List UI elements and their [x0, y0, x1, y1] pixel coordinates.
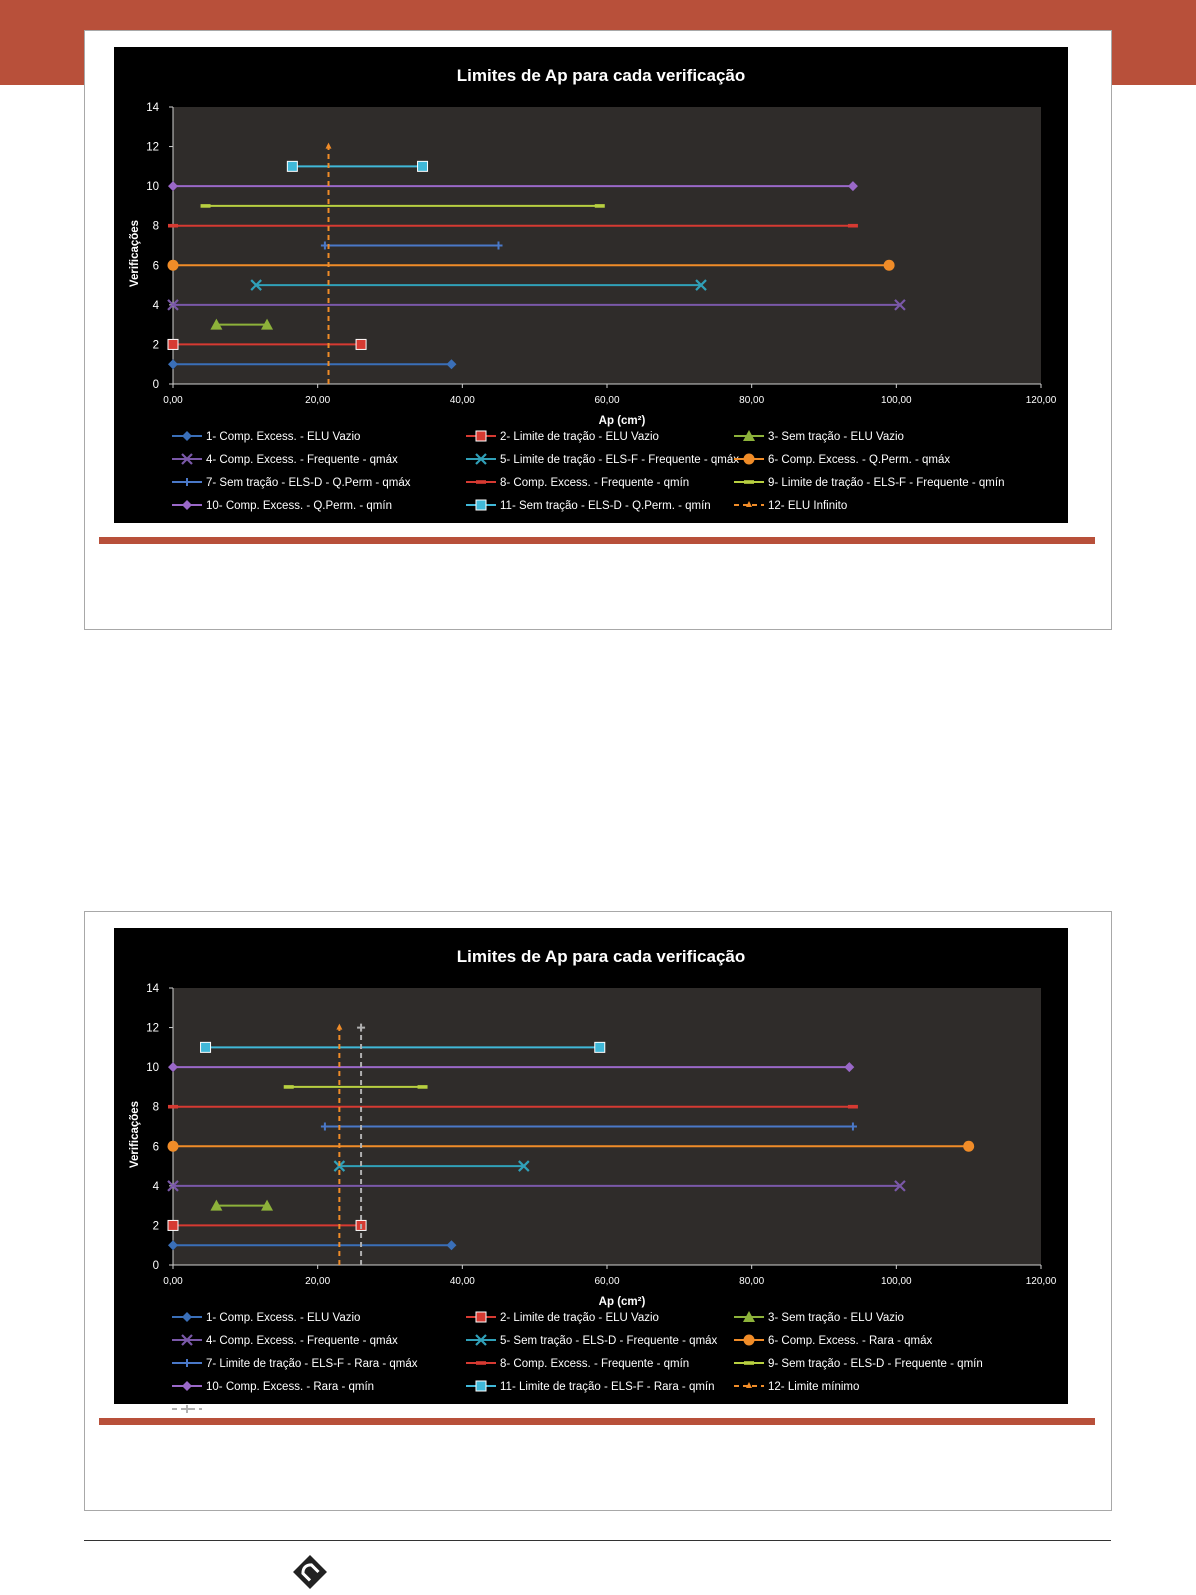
series-point	[284, 1085, 294, 1089]
x-tick-label: 80,00	[739, 395, 765, 406]
legend-swatch-marker	[476, 431, 486, 441]
legend-item	[172, 1335, 398, 1347]
legend-label: 10- Comp. Excess. - Rara - qmín	[206, 1381, 375, 1393]
legend-label: 12- Limite mínimo	[768, 1381, 860, 1393]
legend-item	[466, 477, 689, 489]
series-point	[287, 161, 297, 171]
x-tick-label: 20,00	[305, 1276, 331, 1287]
legend-item	[466, 500, 711, 512]
x-axis-label: Ap (cm²)	[598, 415, 646, 427]
y-tick-label: 6	[152, 1141, 159, 1154]
x-axis-label: Ap (cm²)	[598, 1296, 646, 1308]
series-point	[418, 161, 428, 171]
legend-swatch-marker	[744, 480, 754, 484]
y-tick-label: 6	[152, 260, 159, 273]
series-point	[963, 1141, 974, 1152]
plot-area	[173, 107, 1041, 384]
chart-title: Limites de Ap para cada verificação	[456, 947, 746, 966]
legend-swatch-marker	[476, 480, 486, 484]
legend-label: 5- Limite de tração - ELS-F - Frequente - qmáx	[500, 454, 740, 466]
x-tick-label: 120,00	[1025, 395, 1057, 406]
legend-swatch-marker	[744, 1335, 755, 1346]
series-point	[418, 1085, 428, 1089]
legend-label: 3- Sem tração - ELU Vazio	[768, 1312, 904, 1324]
legend-label: 6- Comp. Excess. - Q.Perm. - qmáx	[768, 454, 951, 466]
y-tick-label: 0	[152, 379, 159, 391]
series-point	[848, 224, 858, 228]
legend-label: 4- Comp. Excess. - Frequente - qmáx	[206, 454, 398, 466]
legend-swatch-marker	[744, 1361, 754, 1365]
legend-label: 3- Sem tração - ELU Vazio	[768, 431, 904, 443]
figure-2	[84, 911, 1112, 1511]
legend-item	[466, 454, 739, 466]
legend-label: 13- Limite máximo	[206, 1404, 300, 1416]
x-tick-label: 40,00	[449, 1276, 475, 1287]
x-tick-label: 60,00	[594, 1276, 620, 1287]
x-tick-label: 20,00	[305, 395, 331, 406]
x-tick-label: 100,00	[881, 395, 912, 406]
y-tick-label: 14	[146, 102, 159, 114]
legend-label: 7- Limite de tração - ELS-F - Rara - qmáx	[206, 1358, 418, 1370]
legend-label: 11- Limite de tração - ELS-F - Rara - qmín	[500, 1381, 715, 1393]
legend-label: 10- Comp. Excess. - Q.Perm. - qmín	[206, 500, 392, 512]
legend-label: 7- Sem tração - ELS-D - Q.Perm - qmáx	[206, 477, 411, 489]
y-tick-label: 10	[146, 181, 159, 194]
legend-label: 4- Comp. Excess. - Frequente - qmáx	[206, 1335, 398, 1347]
series-point	[884, 260, 895, 271]
legend-item	[466, 1358, 689, 1370]
legend-item	[734, 477, 1004, 489]
y-tick-label: 12	[146, 1022, 159, 1035]
legend-item	[172, 454, 398, 466]
legend-swatch-marker	[476, 1312, 486, 1322]
y-tick-label: 4	[152, 299, 159, 312]
y-tick-label: 8	[152, 220, 159, 233]
x-tick-label: 100,00	[881, 1276, 912, 1287]
legend-swatch-marker	[476, 500, 486, 510]
caption-rule-1	[99, 537, 1095, 544]
y-tick-label: 2	[152, 339, 159, 352]
publisher-logo-icon	[292, 1554, 328, 1590]
series-point	[595, 1042, 605, 1052]
legend-item	[466, 1381, 715, 1393]
legend-label: 9- Limite de tração - ELS-F - Frequente - qmín	[768, 477, 1005, 489]
legend-label: 2- Limite de tração - ELU Vazio	[500, 431, 659, 443]
caption-rule-2	[99, 1418, 1095, 1425]
series-point	[168, 339, 178, 349]
y-tick-label: 14	[146, 983, 159, 995]
legend-label: 5- Sem tração - ELS-D - Frequente - qmáx	[500, 1335, 718, 1347]
series-point	[595, 204, 605, 208]
legend-label: 12- ELU Infinito	[768, 500, 848, 512]
legend-swatch-marker	[476, 1381, 486, 1391]
chart-2	[114, 928, 1068, 1416]
legend-label: 2- Limite de tração - ELU Vazio	[500, 1312, 659, 1324]
x-tick-label: 120,00	[1025, 1276, 1057, 1287]
chart-1	[114, 47, 1068, 523]
legend-item	[172, 1404, 300, 1416]
series-point	[168, 1105, 178, 1109]
footer-rule	[84, 1540, 1111, 1541]
legend-label: 1- Comp. Excess. - ELU Vazio	[206, 431, 361, 443]
legend-label: 11- Sem tração - ELS-D - Q.Perm. - qmín	[500, 500, 711, 512]
series-point	[168, 1141, 179, 1152]
series-point	[201, 1042, 211, 1052]
series-point	[201, 204, 211, 208]
legend-label: 6- Comp. Excess. - Rara - qmáx	[768, 1335, 933, 1347]
legend-item	[172, 477, 411, 489]
legend-item	[466, 1335, 718, 1347]
y-tick-label: 8	[152, 1101, 159, 1114]
x-tick-label: 0,00	[163, 395, 183, 406]
x-tick-label: 60,00	[594, 395, 620, 406]
y-tick-label: 2	[152, 1220, 159, 1233]
figure-1	[84, 30, 1112, 630]
y-tick-label: 0	[152, 1260, 159, 1272]
series-point	[848, 1105, 858, 1109]
y-tick-label: 12	[146, 141, 159, 154]
y-tick-label: 4	[152, 1180, 159, 1193]
x-tick-label: 80,00	[739, 1276, 765, 1287]
y-axis-label: Verificações	[129, 219, 141, 288]
series-point	[356, 339, 366, 349]
series-point	[168, 260, 179, 271]
y-tick-label: 10	[146, 1062, 159, 1075]
series-point	[168, 1220, 178, 1230]
legend-label: 8- Comp. Excess. - Frequente - qmín	[500, 477, 690, 489]
series-point	[168, 224, 178, 228]
legend-swatch-marker	[744, 454, 755, 465]
x-tick-label: 0,00	[163, 1276, 183, 1287]
legend-label: 9- Sem tração - ELS-D - Frequente - qmín	[768, 1358, 983, 1370]
legend-item	[734, 1358, 983, 1370]
legend-swatch-marker	[476, 1361, 486, 1365]
legend-swatch-marker	[183, 1405, 191, 1413]
legend-label: 8- Comp. Excess. - Frequente - qmín	[500, 1358, 690, 1370]
legend-label: 1- Comp. Excess. - ELU Vazio	[206, 1312, 361, 1324]
chart-title: Limites de Ap para cada verificação	[456, 66, 746, 85]
y-axis-label: Verificações	[129, 1100, 141, 1169]
x-tick-label: 40,00	[449, 395, 475, 406]
legend-item	[172, 1358, 418, 1370]
